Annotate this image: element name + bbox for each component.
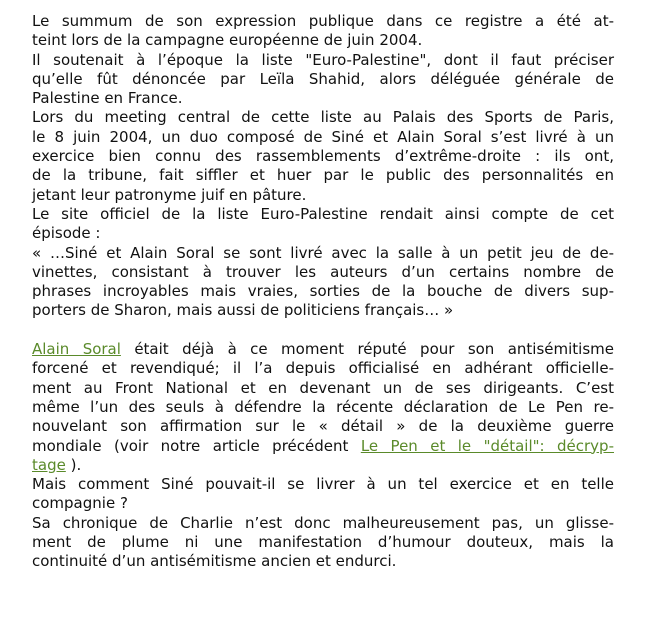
text-line: même l’un des seuls à défendre la récente déclaration de Le Pen re- (32, 397, 614, 416)
text-line (32, 437, 614, 456)
quote-line: « …Siné et Alain Soral se sont livré avec la salle à un petit jeu de de- (32, 243, 614, 262)
paragraph-spacer (32, 321, 614, 340)
text-line: exercice bien connu des rassemblements d’extrême-droite : ils ont, (32, 147, 614, 166)
text-line: Le summum de son expression publique dans ce registre a été at- (32, 12, 614, 30)
text-line: Le site officiel de la liste Euro-Palestine rendait ainsi compte de cet (32, 204, 614, 223)
alain-soral-link[interactable]: Alain Soral (32, 340, 121, 359)
text-line: Mais comment Siné pouvait-il se livrer à un tel exercice et en telle (32, 475, 614, 494)
text-line: jetant leur patronyme juif en pâture. (32, 185, 307, 204)
text-line: Lors du meeting central de cette liste au Palais des Sports de Paris, (32, 108, 614, 127)
text-line: le 8 juin 2004, un duo composé de Siné et Alain Soral s’est livré à un (32, 127, 614, 146)
text-line: teint lors de la campagne européenne de juin 2004. (32, 31, 423, 50)
article-text (32, 12, 614, 572)
text-line: forcené et revendiqué; il l’a depuis officialisé en adhérant officielle- (32, 359, 614, 378)
text-line: ment de plume ni une manifestation d’humour douteux, mais la (32, 533, 614, 552)
text-line: compagnie ? (32, 494, 128, 513)
text-segment: mondiale (voir notre article précédent (32, 436, 361, 455)
text-line: Il soutenait à l’époque la liste "Euro-Palestine", dont il faut préciser (32, 50, 614, 69)
text-line: épisode : (32, 224, 101, 243)
text-line: nouvelant son affirmation sur le « détail » de la deuxième guerre (32, 417, 614, 436)
quote-line: phrases incroyables mais vraies, sorties de la bouche de divers sup- (32, 282, 614, 301)
le-pen-detail-link-continued[interactable]: tage (32, 455, 66, 474)
le-pen-detail-link[interactable]: Le Pen et le "détail": décryp- (360, 436, 614, 455)
text-line: qu’elle fût dénoncée par Leïla Shahid, alors déléguée générale de (32, 69, 614, 88)
paragraph-campaign (32, 12, 614, 321)
text-line (32, 456, 614, 475)
quote-line: porters de Sharon, mais aussi de politiciens français… » (32, 301, 454, 320)
text-line: de la tribune, fait siffler et huer par le public des personnalités en (32, 166, 614, 185)
text-segment: était déjà à ce moment réputé pour son antisémitisme (120, 340, 614, 359)
text-line: continuité d’un antisémitisme ancien et endurci. (32, 552, 397, 571)
paragraph-soral (32, 340, 614, 572)
text-line: ment au Front National et en devenant un de ses dirigeants. C’est (32, 378, 614, 397)
text-line (32, 340, 614, 359)
quote-line: vinettes, consistant à trouver les auteurs d’un certains nombre de (32, 262, 614, 281)
text-line: Sa chronique de Charlie n’est donc malheureusement pas, un glisse- (32, 513, 614, 532)
text-line: Palestine en France. (32, 89, 183, 108)
text-segment: ). (65, 455, 82, 474)
